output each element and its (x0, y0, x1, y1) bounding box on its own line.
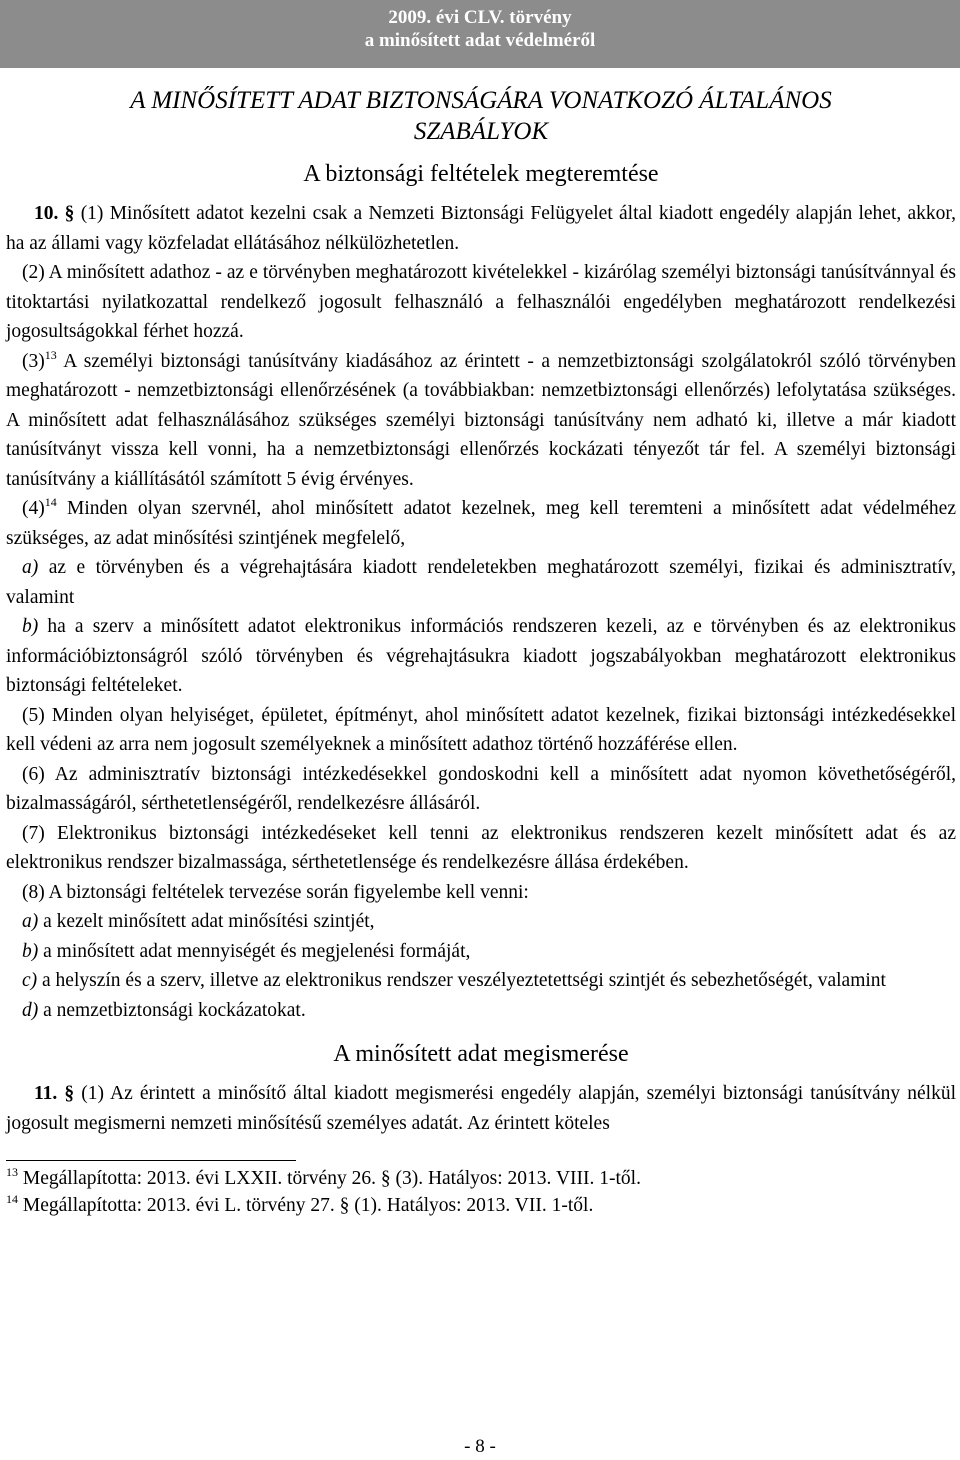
footnote-number: 14 (6, 1192, 18, 1206)
page-body (6, 85, 956, 1219)
point-label-c: c) (22, 970, 38, 991)
point-10-8-b (6, 937, 956, 967)
footnote-separator (6, 1160, 296, 1161)
paragraph-10-7: (7) Elektronikus biztonsági intézkedéseket kell tenni az elektronikus rendszeren kezelt minősített adat és az elektronikus rendszer bizalmassága, sérthetetlensége és rendelkezésre állása érdekében. (6, 822, 956, 873)
footnote-number: 13 (6, 1165, 18, 1179)
paragraph-10-1-text: (1) Minősített adatot kezelni csak a Nemzeti Biztonsági Felügyelet által kiadott engedély alapján lehet, akkor, ha az állami vagy közfeladat ellátásához nélkülözhetetlen. (6, 203, 957, 254)
section-number-10: 10. (34, 203, 59, 224)
point-10-4-b-text: ha a szerv a minősített adatot elektronikus információs rendszeren kezeli, az e törvényben és az elektronikus információbiztonságról szóló törvényben és végrehajtásukra kiadott jogszabályokban meghatározott elektronikus biztonsági feltételeket. (6, 616, 956, 696)
point-label-a: a) (22, 557, 39, 578)
point-10-8-a (6, 907, 956, 937)
paragraph-10-3 (6, 347, 956, 495)
header-law-subject: a minősített adat védelméről (364, 30, 596, 51)
paragraph-10-5: (5) Minden olyan helyiséget, épületet, építményt, ahol minősített adatot kezelnek, fizikai biztonsági intézkedésekkel kell védeni az arra nem jogosult személyeknek a minősített adathoz történő hozzáférése ellen. (6, 704, 956, 755)
paragraph-10-4 (6, 494, 956, 553)
paragraph-10-6: (6) Az adminisztratív biztonsági intézkedésekkel gondoskodni kell a minősített adat nyomon követhetőségéről, bizalmasságáról, sérthetetlenségéről, rendelkezésre állásáról. (6, 763, 956, 814)
point-10-8-a-text: a kezelt minősített adat minősítési szintjét, (38, 911, 375, 932)
point-10-4-a (6, 553, 956, 612)
page-number: - 8 - (464, 1436, 496, 1457)
point-label-b: b) (22, 940, 39, 962)
paragraph-11-1 (6, 1079, 956, 1138)
point-10-8-d-text: a nemzetbiztonsági kockázatokat. (38, 999, 306, 1021)
paragraph-10-8: (8) A biztonsági feltételek tervezése során figyelembe kell venni: (22, 881, 529, 903)
point-10-4-b (6, 612, 956, 701)
section-title-security-conditions: A biztonsági feltételek megteremtése (303, 161, 659, 187)
point-label-d: d) (22, 999, 39, 1021)
paragraph-10-2: (2) A minősített adathoz - az e törvényben meghatározott kivételekkel - kizárólag személyi biztonsági tanúsítvánnyal és titoktartási nyilatkozattal rendelkező jogosult felhasználó a felhasználói engedélyben meghatározott rendelkezési jogosultságokkal férhet hozzá. (6, 262, 956, 342)
point-label-a: a) (22, 911, 39, 932)
point-10-4-a-text: az e törvényben és a végrehajtására kiadott rendeletekben meghatározott személyi, fizikai és adminisztratív, valamint (6, 557, 956, 608)
paragraph-10-3-text: A személyi biztonsági tanúsítvány kiadásához az érintett - a nemzetbiztonsági szolgálatokról szóló törvényben meghatározott - nemzetbiztonsági ellenőrzésének (a továbbiakban: nemzetbiztonsági ellenőrzés) lefolytatása szükséges. A minősített adat felhasználásához szükséges személyi biztonsági tanúsítvány nem adható ki, illetve a már kiadott tanúsítványt vissza kell vonni, ha a nemzetbiztonsági ellenőrzés kockázati tényezőt tár fel. A személyi biztonsági tanúsítvány a kiállításától számított 5 évig érvényes. (6, 350, 956, 490)
chapter-title-line2: SZABÁLYOK (413, 118, 549, 145)
paragraph-10-3-label: (3) (22, 350, 45, 372)
footnote-ref-14[interactable]: 14 (44, 495, 57, 509)
chapter-title-line1: A MINŐSÍTETT ADAT BIZTONSÁGÁRA VONATKOZÓ ÁLTALÁNOS (130, 87, 832, 114)
paragraph-11-1-text: (1) Az érintett a minősítő által kiadott megismerési engedély alapján, személyi biztonsági tanúsítvány nélkül jogosult megismerni nemzeti minősítésű személyes adatát. Az érintett köteles (6, 1083, 957, 1134)
running-header (0, 0, 960, 68)
footnote-text: Megállapította: 2013. évi L. törvény 27. § (1). Hatályos: 2013. VII. 1-től. (18, 1195, 594, 1216)
section-sign: § (64, 203, 75, 224)
point-10-8-b-text: a minősített adat mennyiségét és megjelenési formáját, (38, 940, 471, 962)
point-10-8-d (6, 996, 956, 1026)
point-10-8-c-text: a helyszín és a szerv, illetve az elektronikus rendszer veszélyeztetettségi szintjét és sebezhetőségét, valamint (37, 970, 886, 991)
point-10-8-c (6, 966, 956, 996)
footnote-ref-13[interactable]: 13 (44, 347, 57, 362)
chapter-title (6, 85, 956, 147)
footnote-14 (6, 1192, 956, 1219)
paragraph-10-4-text: Minden olyan szervnél, ahol minősített adatot kezelnek, meg kell teremteni a minősített adat védelméhez szükséges, az adat minősítési szintjének megfelelő, (6, 498, 956, 549)
section-title-access: A minősített adat megismerése (333, 1041, 629, 1067)
section-sign: § (64, 1083, 75, 1104)
paragraph-10-1 (6, 199, 956, 258)
footnote-text: Megállapította: 2013. évi LXXII. törvény 26. § (3). Hatályos: 2013. VIII. 1-től. (18, 1168, 641, 1189)
header-law-title: 2009. évi CLV. törvény (388, 7, 572, 28)
point-label-b: b) (22, 616, 39, 637)
footnote-13 (6, 1165, 956, 1192)
section-number-11: 11. (34, 1083, 58, 1104)
paragraph-10-4-label: (4) (22, 498, 45, 519)
